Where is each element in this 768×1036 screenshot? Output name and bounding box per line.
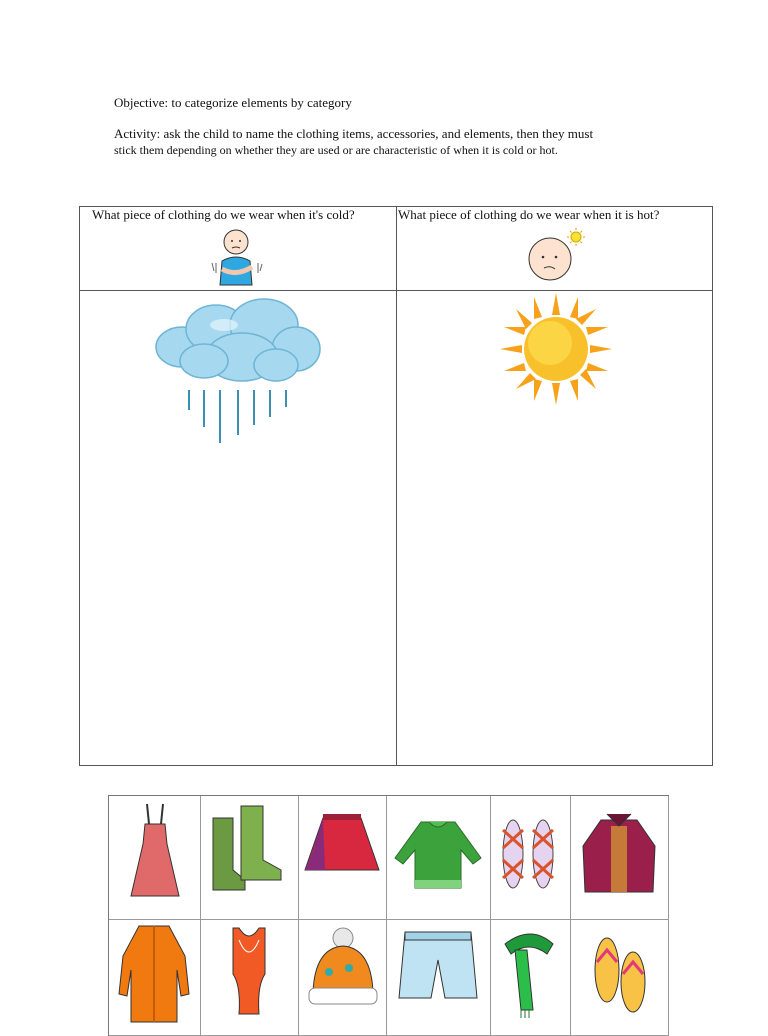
activity-line-1: Activity: ask the child to name the clothing items, accessories, and elements, then they must [114, 126, 594, 141]
clothing-picture-grid [108, 795, 669, 1036]
sandals-icon [491, 796, 569, 916]
list-item [491, 920, 571, 1036]
sweater-icon [387, 796, 489, 916]
hot-face-icon [524, 227, 588, 287]
list-item [491, 796, 571, 920]
list-item [109, 920, 201, 1036]
rain-boots-icon [201, 796, 297, 916]
swimsuit-icon [201, 920, 297, 1030]
scarf-icon [491, 920, 569, 1030]
winter-hat-icon [299, 920, 385, 1030]
sort-table [79, 206, 713, 766]
list-item [299, 920, 387, 1036]
list-item [109, 796, 201, 920]
list-item [299, 796, 387, 920]
cold-question: What piece of clothing do we wear when it's cold? [92, 207, 355, 222]
shorts-icon [387, 920, 489, 1030]
sun-icon [500, 293, 612, 405]
list-item [571, 920, 669, 1036]
list-item [201, 920, 299, 1036]
header-divider [80, 290, 712, 291]
list-item [387, 920, 491, 1036]
raincoat-icon [109, 920, 199, 1030]
hot-question: What piece of clothing do we wear when it is hot? [398, 207, 660, 222]
winter-jacket-icon [571, 796, 667, 916]
cold-person-icon [208, 225, 264, 287]
flip-flops-icon [571, 920, 667, 1030]
list-item [387, 796, 491, 920]
activity-line-2: stick them depending on whether they are used or are characteristic of when it is cold or hot. [114, 143, 558, 157]
objective-text: Objective: to categorize elements by category [114, 95, 352, 110]
rain-cloud-icon [154, 295, 324, 445]
list-item [201, 796, 299, 920]
skirt-icon [299, 796, 385, 916]
activity-text [114, 125, 634, 159]
list-item [571, 796, 669, 920]
dress-icon [109, 796, 199, 916]
